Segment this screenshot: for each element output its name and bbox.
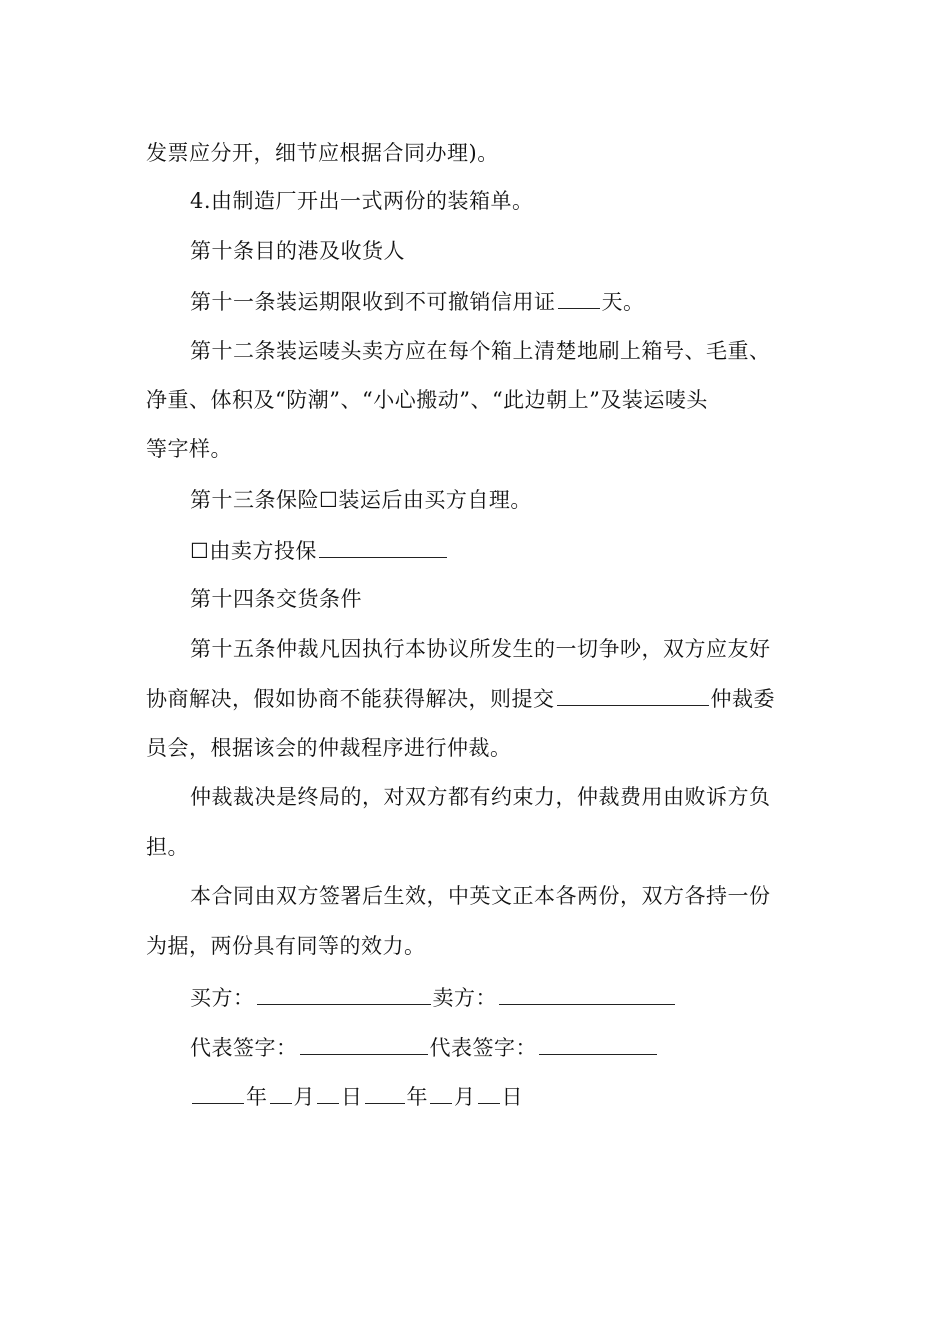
line-text: 4.由制造厂开出一式两份的装箱单。	[190, 189, 534, 213]
paragraph-line	[146, 733, 806, 763]
line-text: 担。	[146, 835, 189, 859]
paragraph-line	[190, 881, 810, 911]
line-text: 本合同由双方签署后生效，中英文正本各两份，双方各持一份	[190, 884, 771, 908]
buyer-label: 买方：	[190, 986, 255, 1010]
line-text: 天。	[601, 290, 645, 314]
line-text: 第十二条装运唛头卖方应在每个箱上清楚地刷上箱号、毛重、	[190, 339, 771, 363]
line-text: 等字样。	[146, 437, 232, 461]
paragraph-line	[146, 434, 806, 464]
seller-label: 卖方：	[432, 986, 497, 1010]
section-heading-12	[190, 336, 810, 366]
section-heading-11	[190, 286, 810, 316]
day-label: 日	[341, 1085, 363, 1109]
date-year-blank	[365, 1081, 405, 1104]
line-text: ☐由卖方投保	[190, 539, 317, 563]
line-text: 净重、体积及“防潮”、“小心搬动”、“此边朝上”及装运唛头	[146, 388, 708, 412]
paragraph-line	[190, 782, 810, 812]
paragraph-line	[146, 931, 806, 961]
month-label: 月	[454, 1085, 476, 1109]
date-day-blank	[317, 1081, 339, 1104]
section-heading-15	[190, 634, 810, 664]
date-year-blank	[192, 1081, 244, 1104]
seller-rep-blank	[539, 1032, 657, 1055]
buyer-rep-blank	[300, 1032, 428, 1055]
signature-parties-line	[190, 982, 810, 1012]
date-month-blank	[270, 1081, 292, 1104]
section-heading-14	[190, 584, 810, 614]
line-text: 为据，两份具有同等的效力。	[146, 934, 426, 958]
line-text: 仲裁裁决是终局的，对双方都有约束力，仲裁费用由败诉方负	[190, 785, 771, 809]
day-label: 日	[501, 1085, 523, 1109]
buyer-blank	[257, 982, 431, 1005]
paragraph-line	[146, 832, 806, 862]
year-label: 年	[406, 1085, 428, 1109]
month-label: 月	[293, 1085, 315, 1109]
line-text: 第十四条交货条件	[190, 587, 362, 611]
line-text: 协商解决，假如协商不能获得解决，则提交	[146, 687, 555, 711]
seller-blank	[499, 982, 675, 1005]
line-text: 第十五条仲裁凡因执行本协议所发生的一切争吵，双方应友好	[190, 637, 771, 661]
date-day-blank	[478, 1081, 500, 1104]
paragraph-line	[146, 138, 806, 168]
paragraph-line	[146, 683, 806, 713]
section-heading-13	[190, 485, 810, 515]
line-text: 仲裁委	[710, 687, 775, 711]
line-text: 第十一条装运期限收到不可撤销信用证	[190, 290, 556, 314]
fill-blank-insurance	[319, 535, 447, 558]
year-label: 年	[246, 1085, 268, 1109]
fill-blank-days	[558, 286, 600, 309]
section-heading-10	[190, 236, 810, 266]
line-text: 员会，根据该会的仲裁程序进行仲裁。	[146, 736, 512, 760]
seller-rep-label: 代表签字：	[429, 1036, 537, 1060]
line-text: 发票应分开，细节应根据合同办理)。	[146, 141, 499, 165]
paragraph-line	[146, 385, 806, 415]
paragraph-line	[190, 535, 810, 565]
date-month-blank	[430, 1081, 452, 1104]
signature-rep-line	[190, 1032, 810, 1062]
buyer-rep-label: 代表签字：	[190, 1036, 298, 1060]
line-text: 第十条目的港及收货人	[190, 239, 405, 263]
line-text: 第十三条保险☐装运后由买方自理。	[190, 488, 532, 512]
signature-date-line	[190, 1081, 810, 1111]
paragraph-line	[190, 186, 810, 216]
fill-blank-arbitration	[557, 683, 709, 706]
